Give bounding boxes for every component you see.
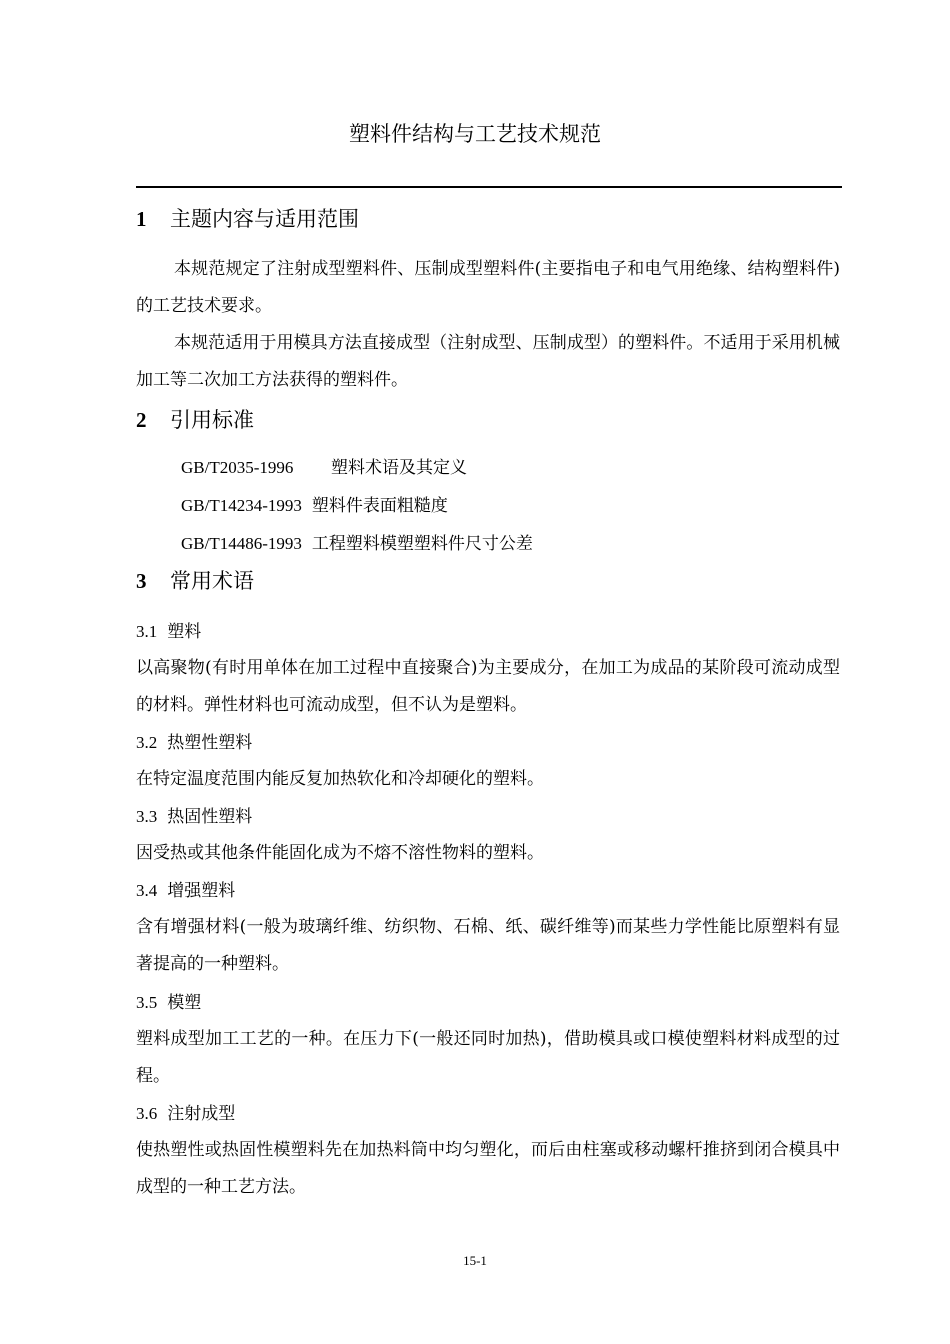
term-definition: 使热塑性或热固性模塑料先在加热料筒中均匀塑化，而后由柱塞或移动螺杆推挤到闭合模具中成型的一种工艺方法。 xyxy=(136,1140,840,1197)
term-name: 注射成型 xyxy=(167,1104,236,1124)
reference-code: GB/T2035-1996 xyxy=(181,458,294,477)
term-number: 3.1 xyxy=(136,622,158,641)
document-title: 塑料件结构与工艺技术规范 xyxy=(349,122,601,146)
section-1-title: 主题内容与适用范围 xyxy=(170,207,359,231)
term-number: 3.6 xyxy=(136,1104,158,1123)
reference-item xyxy=(181,455,467,481)
reference-item xyxy=(181,531,533,557)
term-heading xyxy=(136,619,201,645)
term-number: 3.3 xyxy=(136,807,158,826)
reference-code: GB/T14486-1993 xyxy=(181,534,302,553)
term-heading xyxy=(136,804,252,830)
term-definition: 以高聚物(有时用单体在加工过程中直接聚合)为主要成分，在加工为成品的某阶段可流动成型的材料。弹性材料也可流动成型，但不认为是塑料。 xyxy=(136,658,840,715)
term-definition: 塑料成型加工工艺的一种。在压力下(一般还同时加热)，借助模具或口模使塑料材料成型的过程。 xyxy=(136,1029,840,1086)
term-heading xyxy=(136,1101,235,1127)
term-heading xyxy=(136,730,252,756)
section-2-title: 引用标准 xyxy=(170,408,254,432)
reference-code: GB/T14234-1993 xyxy=(181,496,302,515)
section-1-number: 1 xyxy=(136,207,147,231)
reference-name: 塑料术语及其定义 xyxy=(331,458,467,478)
page-number: 15-1 xyxy=(463,1253,487,1268)
section-3-title: 常用术语 xyxy=(170,569,254,593)
term-definition: 含有增强材料(一般为玻璃纤维、纺织物、石棉、纸、碳纤维等)而某些力学性能比原塑料有显著提高的一种塑料。 xyxy=(136,917,840,974)
reference-name: 工程塑料模塑塑料件尺寸公差 xyxy=(311,534,533,554)
term-heading xyxy=(136,878,235,904)
title-divider xyxy=(136,186,842,188)
section-2-heading xyxy=(136,404,840,436)
reference-name: 塑料件表面粗糙度 xyxy=(311,496,448,516)
section-2-number: 2 xyxy=(136,408,147,432)
term-name: 塑料 xyxy=(167,622,202,642)
term-number: 3.2 xyxy=(136,733,158,752)
section-1-paragraph-2: 本规范适用于用模具方法直接成型（注射成型、压制成型）的塑料件。不适用于采用机械加工等二次加工方法获得的塑料件。 xyxy=(136,333,840,390)
term-heading xyxy=(136,990,201,1016)
section-3-number: 3 xyxy=(136,569,147,593)
section-1-heading xyxy=(136,203,840,235)
term-name: 增强塑料 xyxy=(167,881,236,901)
term-definition: 因受热或其他条件能固化成为不熔不溶性物料的塑料。 xyxy=(136,843,544,863)
term-number: 3.5 xyxy=(136,993,158,1012)
reference-item xyxy=(181,493,448,519)
term-name: 热固性塑料 xyxy=(167,807,253,827)
term-name: 热塑性塑料 xyxy=(167,733,253,753)
section-3-heading xyxy=(136,565,840,597)
section-1-paragraph-1: 本规范规定了注射成型塑料件、压制成型塑料件(主要指电子和电气用绝缘、结构塑料件)的工艺技术要求。 xyxy=(136,259,840,316)
term-number: 3.4 xyxy=(136,881,158,900)
term-name: 模塑 xyxy=(167,993,202,1013)
term-definition: 在特定温度范围内能反复加热软化和冷却硬化的塑料。 xyxy=(136,769,544,789)
